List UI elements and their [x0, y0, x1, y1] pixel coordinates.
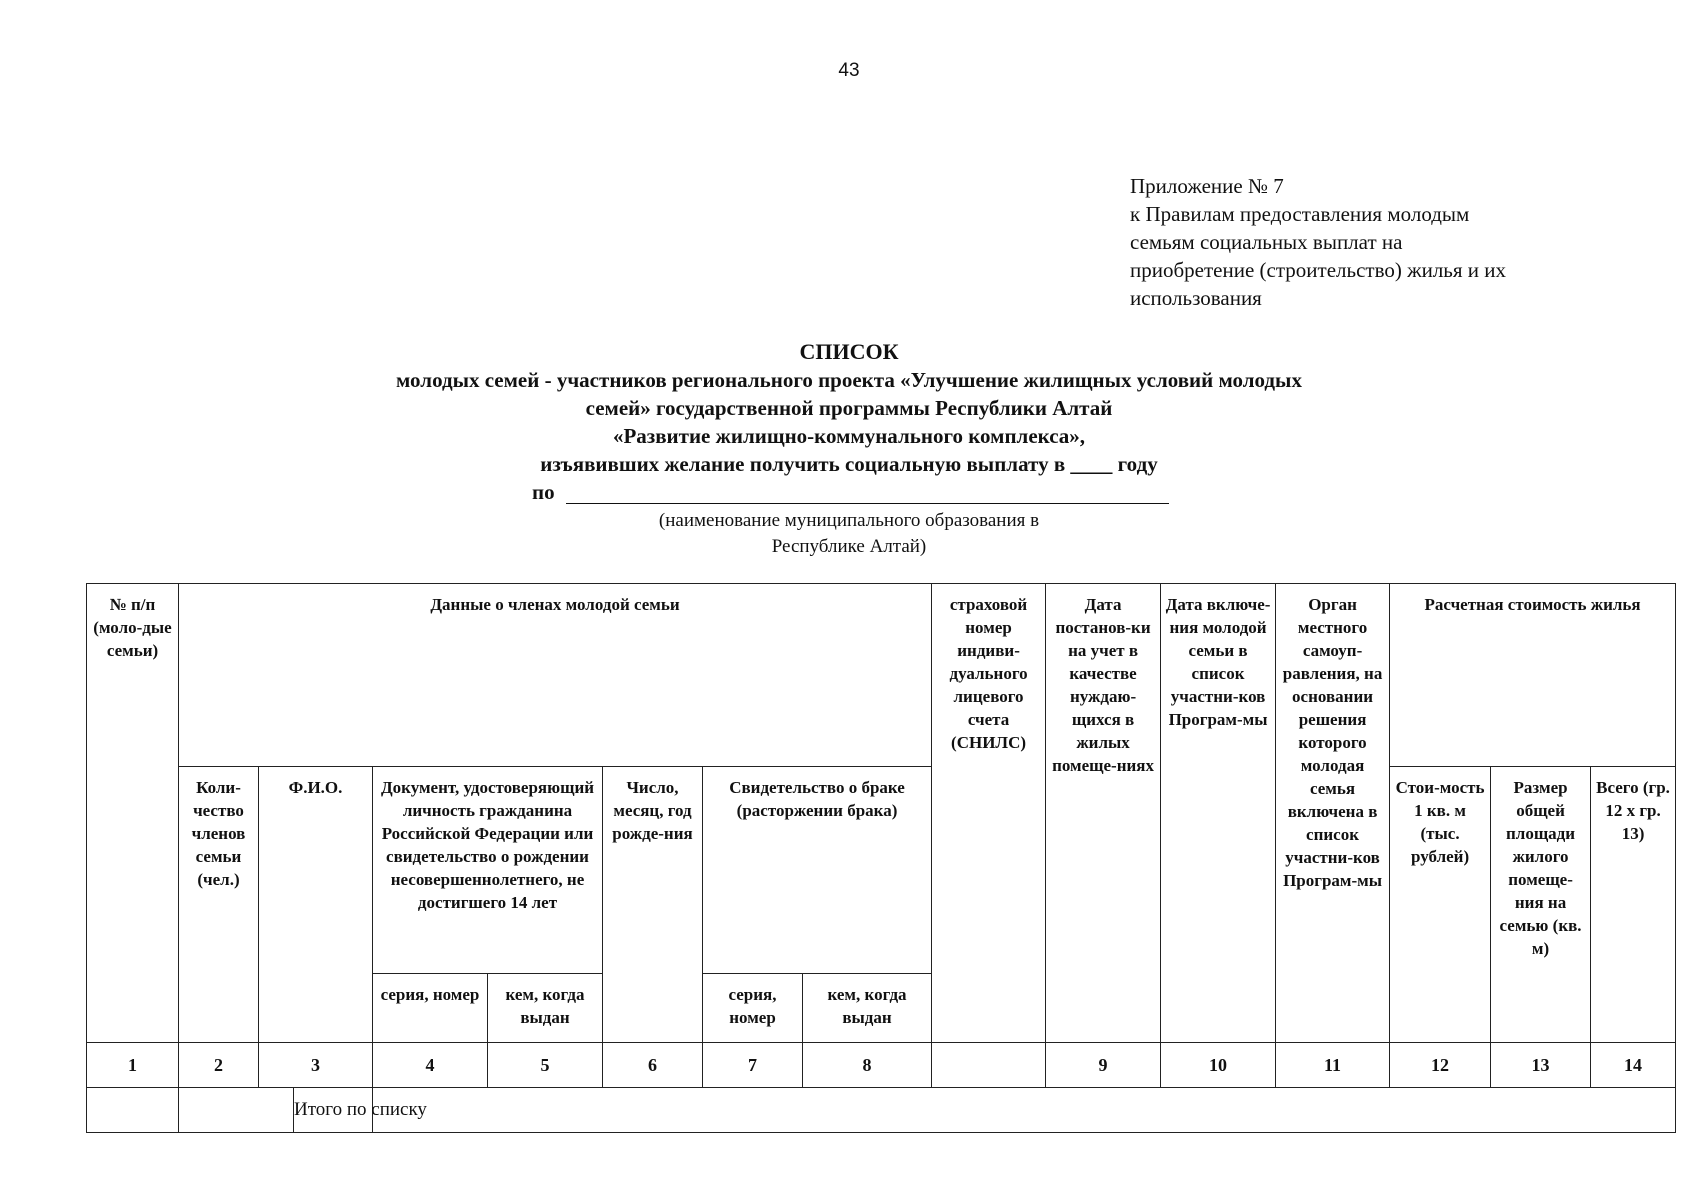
caption-line: (наименование муниципального образования в: [658, 510, 1040, 531]
column-number: 3: [259, 1043, 373, 1088]
title-line: изъявивших желание получить социальную выплату в ____ году: [540, 452, 1158, 476]
header-marriage-certificate: Свидетельство о браке (расторжении брака): [703, 767, 932, 974]
header-total-cost: Всего (гр. 12 х гр. 13): [1591, 767, 1676, 1043]
header-registration-date: Дата постанов-ки на учет в качестве нуждаю-щихся в жилых помеще-ниях: [1046, 584, 1161, 1043]
column-number: [932, 1043, 1046, 1088]
appendix-line: к Правилам предоставления молодым: [1130, 202, 1470, 226]
column-number: 7: [703, 1043, 803, 1088]
title-line: «Развитие жилищно-коммунального комплекса»,: [612, 424, 1086, 448]
municipality-caption: [0, 508, 1698, 560]
total-row-split-cell: [179, 1088, 427, 1133]
column-number: 2: [179, 1043, 259, 1088]
total-row-remainder: [373, 1088, 1676, 1133]
appendix-line: приобретение (строительство) жилья и их: [1130, 258, 1507, 282]
header-cert-issued-by: кем, когда выдан: [803, 974, 932, 1043]
header-family-data-group: Данные о членах молодой семьи: [179, 584, 932, 767]
appendix-line: Приложение № 7: [1130, 174, 1284, 198]
municipality-blank-line: [566, 503, 1169, 504]
title-line: семей» государственной программы Республики Алтай: [585, 396, 1113, 420]
column-number: 14: [1591, 1043, 1676, 1088]
column-number: 6: [603, 1043, 703, 1088]
appendix-note: [1130, 172, 1650, 312]
total-row: [87, 1088, 1676, 1133]
header-doc-issued-by: кем, когда выдан: [488, 974, 603, 1043]
column-number: 4: [373, 1043, 488, 1088]
column-number: 13: [1491, 1043, 1591, 1088]
appendix-line: семьям социальных выплат на: [1130, 230, 1403, 254]
title-main: СПИСОК: [799, 339, 899, 364]
header-fio: Ф.И.О.: [259, 767, 373, 1043]
header-col-number: № п/п (моло-дые семьи): [87, 584, 179, 1043]
header-cost-per-m2: Стои-мость 1 кв. м (тыс. рублей): [1390, 767, 1491, 1043]
document-title: [0, 338, 1698, 478]
column-number: 8: [803, 1043, 932, 1088]
header-id-document: Документ, удостоверяющий личность гражданина Российской Федерации или свидетельство о рождении несовершеннолетнего, не достигшего 14 лет: [373, 767, 603, 974]
title-line: молодых семей - участников регионального проекта «Улучшение жилищных условий молодых: [396, 368, 1302, 392]
caption-line: Республике Алтай): [771, 536, 927, 557]
header-birth-date: Число, месяц, год рожде-ния: [603, 767, 703, 1043]
header-snils: страховой номер индиви-дуального лицевого счета (СНИЛС): [932, 584, 1046, 1043]
header-cert-series-number: серия, номер: [703, 974, 803, 1043]
header-doc-series-number: серия, номер: [373, 974, 488, 1043]
family-list-table: [86, 583, 1676, 1133]
header-housing-cost-group: Расчетная стоимость жилья: [1390, 584, 1676, 767]
column-number: 9: [1046, 1043, 1161, 1088]
header-authority: Орган местного самоуп-равления, на основании решения которого молодая семья включена в список участни-ков Програм-мы: [1276, 584, 1390, 1043]
page-number: 43: [838, 60, 860, 81]
header-inclusion-date: Дата включе-ния молодой семьи в список участни-ков Програм-мы: [1161, 584, 1276, 1043]
column-numbers-row: [87, 1043, 1676, 1088]
header-members-count: Коли-чество членов семьи (чел.): [179, 767, 259, 1043]
column-number: 10: [1161, 1043, 1276, 1088]
column-number: 11: [1276, 1043, 1390, 1088]
column-number: 1: [87, 1043, 179, 1088]
column-number: 5: [488, 1043, 603, 1088]
header-area: Размер общей площади жилого помеще-ния на семью (кв. м): [1491, 767, 1591, 1043]
total-row-label: Итого по списку: [294, 1099, 427, 1120]
column-number: 12: [1390, 1043, 1491, 1088]
total-row-blank-cell: [87, 1088, 179, 1133]
appendix-line: использования: [1130, 286, 1262, 310]
municipality-label: по: [532, 480, 555, 504]
